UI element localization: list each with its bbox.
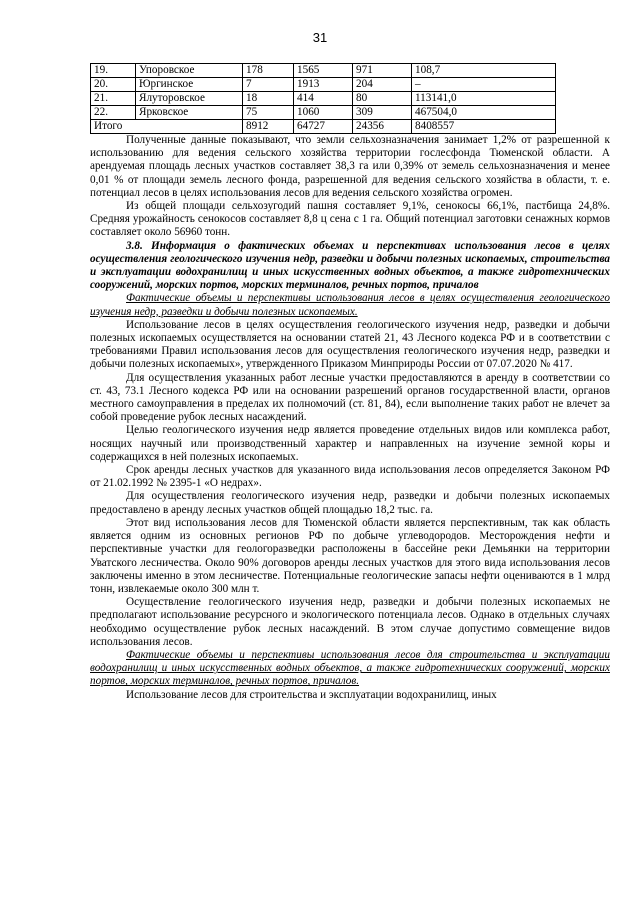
table-cell: Упоровское: [136, 64, 243, 78]
body-paragraph: Из общей площади сельхозугодий пашня составляет 9,1%, сенокосы 66,1%, пастбища 24,8%. Средняя урожайность сенокосов составляет 8,8 ц сена с 1 га. Общий потенциал заготовки сенажных кормов составляет около 56960 тонн.: [90, 200, 610, 239]
table-cell: 7: [243, 78, 294, 92]
table-row: [91, 78, 556, 92]
table-cell: 1565: [294, 64, 353, 78]
table-cell: 24356: [353, 120, 412, 134]
table-row: [91, 106, 556, 120]
table-cell: 467504,0: [412, 106, 556, 120]
table-cell: 80: [353, 92, 412, 106]
table-cell: 18: [243, 92, 294, 106]
table-cell: 8912: [243, 120, 294, 134]
body-paragraph: Использование лесов для строительства и эксплуатации водохранилищ, иных: [126, 688, 497, 701]
table-cell: 75: [243, 106, 294, 120]
table-row: [91, 64, 556, 78]
section-heading: 3.8. Информация о фактических объемах и перспективах использования лесов в целях осуществления геологического изучения недр, разведки и добычи полезных ископаемых, строительства и эксплуатации водохранилищ и иных искусственных водных объектов, а также гидротехнических сооружений, морских портов, морских терминалов, речных портов, причалов: [90, 239, 610, 292]
table-total-row: [91, 120, 556, 134]
body-paragraph: Осуществление геологического изучения недр, разведки и добычи полезных ископаемых не предполагают использование ресурсного и экологического потенциала лесов. Однако в отдельных случаях необходимо осуществление рубок лесных насаждений. В этом случае допустимо совмещение видов использования лесов.: [90, 596, 610, 648]
table-cell: Ярковское: [136, 106, 243, 120]
table-cell: 20.: [91, 78, 136, 92]
page-content: [90, 63, 610, 702]
table-cell: Ялуторовское: [136, 92, 243, 106]
body-paragraph: Для осуществления геологического изучения недр, разведки и добычи полезных ископаемых предоставлено в аренду лесных участков общей площадью 18,2 тыс. га.: [90, 490, 610, 516]
table-cell: 19.: [91, 64, 136, 78]
body-paragraph: Полученные данные показывают, что земли сельхозназначения занимает 1,2% от разрешенной к использованию для ведения сельского хозяйства территории гослесфонда Тюменской области. А арендуемая площадь лесных участков составляет 38,3 га или 0,39% от земель сельхозназначения и менее 0,01 % от площади земель лесного фонда, разрешенной для ведения сельского хозяйства в области, т. е. потенциал лесов в целях использования лесов для ведения сельского хозяйства огромен.: [90, 134, 610, 199]
body-paragraph: Срок аренды лесных участков для указанного вида использования лесов определяется Законом РФ от 21.02.1992 № 2395-1 «О недрах».: [90, 464, 610, 490]
table-cell: 8408557: [412, 120, 556, 134]
table-cell: 1060: [294, 106, 353, 120]
body-paragraph: Этот вид использования лесов для Тюменской области является перспективным, так как область является одним из основных регионов РФ по добыче углеводородов. Месторождения нефти и перспективные участки для геологоразведки расположены в бассейне реки Демьянки на территории Уватского лесничества. Около 90% договоров аренды лесных участков для этого вида использования лесов заключены именно в этом лесничестве. Потенциальные геологические запасы нефти оцениваются в 1 млрд тонн, извлекаемые около 300 млн т.: [90, 516, 610, 595]
table-cell: 309: [353, 106, 412, 120]
table-cell: 971: [353, 64, 412, 78]
table-cell: 204: [353, 78, 412, 92]
forestry-table: [90, 63, 556, 134]
table-cell: 108,7: [412, 64, 556, 78]
table-cell: Итого: [91, 120, 243, 134]
table-cell: –: [412, 78, 556, 92]
table-cell: Юргинское: [136, 78, 243, 92]
table-cell: 1913: [294, 78, 353, 92]
table-cell: 64727: [294, 120, 353, 134]
body-paragraph: Использование лесов в целях осуществления геологического изучения недр, разведки и добычи полезных ископаемых осуществляется на основании статей 21, 43 Лесного кодекса РФ и в соответствии с требованиями Правил использования лесов для осуществления геологического изучения недр, разведки и добычи полезных ископаемых», утвержденного Приказом Минприроды России от 07.07.2020 № 417.: [90, 318, 610, 371]
table-cell: 22.: [91, 106, 136, 120]
table-cell: 178: [243, 64, 294, 78]
subsection-heading: Фактические объемы и перспективы использования лесов для строительства и эксплуатации водохранилищ и иных искусственных водных объектов, а также гидротехнических сооружений, морских портов, морских терминалов, речных портов, причалов.: [90, 648, 610, 688]
subsection-heading: Фактические объемы и перспективы использования лесов в целях осуществления геологического изучения недр, разведки и добычи полезных ископаемых.: [90, 292, 610, 318]
page-number: 31: [312, 30, 328, 45]
table-row: [91, 92, 556, 106]
table-cell: 113141,0: [412, 92, 556, 106]
table-cell: 414: [294, 92, 353, 106]
table-cell: 21.: [91, 92, 136, 106]
body-paragraph: Для осуществления указанных работ лесные участки предоставляются в аренду в соответствии со ст. 43, 73.1 Лесного кодекса РФ или на основании разрешений органов государственной власти, органов местного самоуправления в пределах их полномочий (ст. 81, 84), если выполнение таких работ не влечет за собой проведение рубок лесных насаждений.: [90, 371, 610, 424]
body-paragraph: Целью геологического изучения недр является проведение отдельных видов или комплекса работ, носящих научный или производственный характер и направленных на изучение земной коры и содержащихся в ней полезных ископаемых.: [90, 424, 610, 463]
